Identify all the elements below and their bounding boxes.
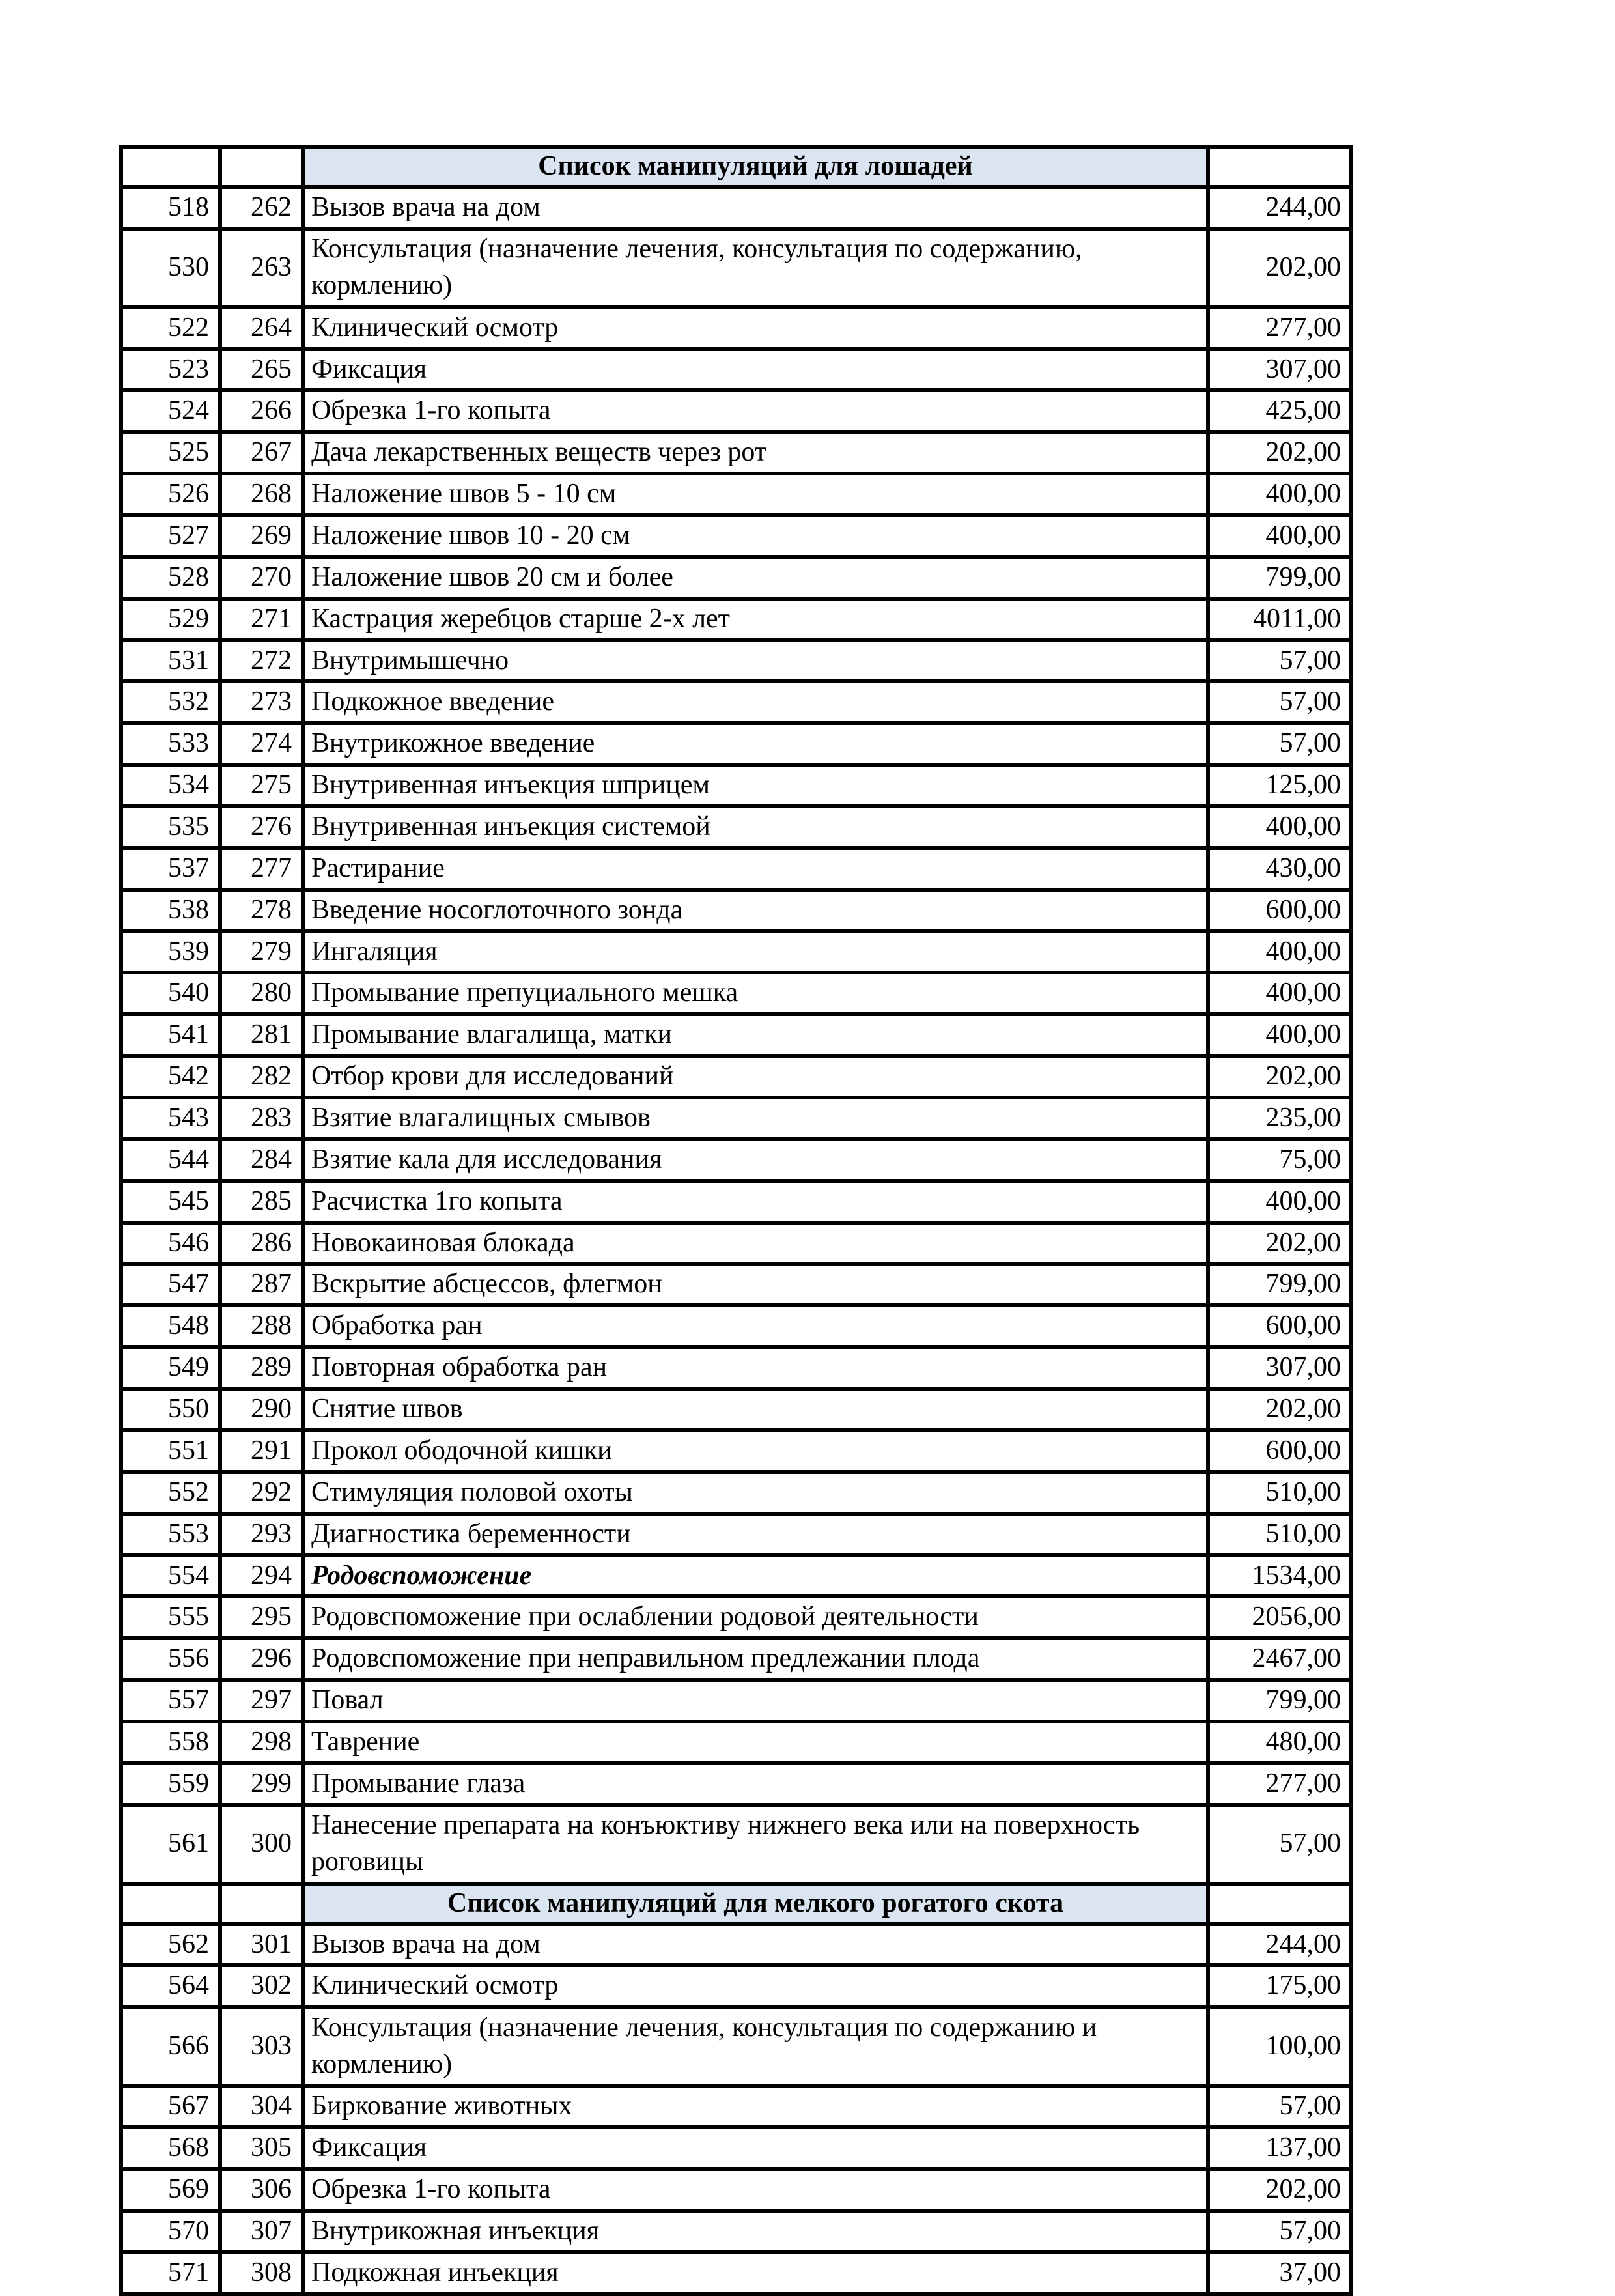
row-number-cell: 556 [121, 1638, 220, 1680]
section-title: Список манипуляций для мелкого рогатого скота [303, 1884, 1208, 1924]
service-code-cell: 288 [220, 1305, 303, 1347]
section-header-empty-cell [1208, 147, 1351, 187]
service-code-cell: 267 [220, 432, 303, 474]
service-name-cell: Стимуляция половой охоты [303, 1472, 1208, 1514]
section-title: Список манипуляций для лошадей [303, 147, 1208, 187]
service-name-cell: Внутрикожная инъекция [303, 2211, 1208, 2252]
row-number-cell: 524 [121, 390, 220, 432]
table-row [121, 1965, 1351, 2007]
price-cell: 799,00 [1208, 557, 1351, 599]
price-cell: 400,00 [1208, 1014, 1351, 1056]
service-code-cell: 307 [220, 2211, 303, 2252]
row-number-cell: 570 [121, 2211, 220, 2252]
service-code-cell: 273 [220, 681, 303, 723]
service-code-cell: 287 [220, 1264, 303, 1305]
service-name-cell: Родовспоможение при ослаблении родовой деятельности [303, 1596, 1208, 1638]
service-name-cell: Взятие влагалищных смывов [303, 1098, 1208, 1139]
price-cell: 1534,00 [1208, 1555, 1351, 1597]
table-row [121, 307, 1351, 349]
service-name-cell: Нанесение препарата на конъюктиву нижнего века или на поверхность роговицы [303, 1805, 1208, 1884]
row-number-cell: 568 [121, 2127, 220, 2169]
service-code-cell: 263 [220, 229, 303, 307]
service-name-cell: Подкожное введение [303, 681, 1208, 723]
table-row [121, 1347, 1351, 1389]
table-row [121, 848, 1351, 890]
price-cell: 799,00 [1208, 1264, 1351, 1305]
row-number-cell: 546 [121, 1223, 220, 1264]
price-cell: 244,00 [1208, 1924, 1351, 1966]
table-row [121, 972, 1351, 1014]
service-name-cell: Родовспоможение [303, 1555, 1208, 1597]
service-code-cell: 291 [220, 1430, 303, 1472]
service-code-cell: 301 [220, 1924, 303, 1966]
service-code-cell: 286 [220, 1223, 303, 1264]
service-name-cell: Клинический осмотр [303, 1965, 1208, 2007]
price-cell: 37,00 [1208, 2252, 1351, 2294]
row-number-cell: 550 [121, 1389, 220, 1430]
row-number-cell: 557 [121, 1680, 220, 1722]
service-code-cell: 294 [220, 1555, 303, 1597]
service-name-cell: Растирание [303, 848, 1208, 890]
service-code-cell: 277 [220, 848, 303, 890]
row-number-cell: 548 [121, 1305, 220, 1347]
price-cell: 202,00 [1208, 2169, 1351, 2211]
price-table-body [121, 147, 1351, 2294]
table-row [121, 1056, 1351, 1098]
service-name-cell: Консультация (назначение лечения, консультация по содержанию и кормлению) [303, 2007, 1208, 2086]
table-row [121, 1514, 1351, 1555]
service-code-cell: 274 [220, 723, 303, 765]
table-row [121, 2007, 1351, 2086]
price-cell: 307,00 [1208, 1347, 1351, 1389]
service-code-cell: 306 [220, 2169, 303, 2211]
service-code-cell: 280 [220, 972, 303, 1014]
row-number-cell: 547 [121, 1264, 220, 1305]
row-number-cell: 539 [121, 931, 220, 973]
service-name-cell: Вызов врача на дом [303, 187, 1208, 229]
table-row [121, 599, 1351, 640]
table-row [121, 1763, 1351, 1805]
table-row [121, 1596, 1351, 1638]
price-cell: 510,00 [1208, 1472, 1351, 1514]
row-number-cell: 533 [121, 723, 220, 765]
section-header-row [121, 1884, 1351, 1924]
row-number-cell: 527 [121, 515, 220, 557]
table-row [121, 349, 1351, 391]
table-row [121, 390, 1351, 432]
service-code-cell: 297 [220, 1680, 303, 1722]
price-cell: 425,00 [1208, 390, 1351, 432]
service-code-cell: 300 [220, 1805, 303, 1884]
price-cell: 57,00 [1208, 1805, 1351, 1884]
service-name-cell: Наложение швов 10 - 20 см [303, 515, 1208, 557]
row-number-cell: 543 [121, 1098, 220, 1139]
service-code-cell: 290 [220, 1389, 303, 1430]
section-header-empty-cell [121, 147, 220, 187]
table-row [121, 681, 1351, 723]
service-code-cell: 265 [220, 349, 303, 391]
service-name-cell: Внутримышечно [303, 640, 1208, 682]
row-number-cell: 552 [121, 1472, 220, 1514]
row-number-cell: 537 [121, 848, 220, 890]
table-row [121, 1555, 1351, 1597]
service-code-cell: 262 [220, 187, 303, 229]
service-name-cell: Родовспоможение при неправильном предлежании плода [303, 1638, 1208, 1680]
service-code-cell: 271 [220, 599, 303, 640]
service-name-cell: Подкожная инъекция [303, 2252, 1208, 2294]
table-row [121, 1472, 1351, 1514]
service-code-cell: 270 [220, 557, 303, 599]
row-number-cell: 566 [121, 2007, 220, 2086]
service-name-cell: Промывание влагалища, матки [303, 1014, 1208, 1056]
service-name-cell: Вызов врача на дом [303, 1924, 1208, 1966]
service-name-cell: Повторная обработка ран [303, 1347, 1208, 1389]
row-number-cell: 571 [121, 2252, 220, 2294]
table-row [121, 1722, 1351, 1763]
price-cell: 400,00 [1208, 515, 1351, 557]
price-cell: 100,00 [1208, 2007, 1351, 2086]
service-name-cell: Фиксация [303, 349, 1208, 391]
table-row [121, 890, 1351, 931]
table-row [121, 1181, 1351, 1223]
price-cell: 202,00 [1208, 1223, 1351, 1264]
row-number-cell: 553 [121, 1514, 220, 1555]
service-code-cell: 281 [220, 1014, 303, 1056]
service-name-cell: Внутривенная инъекция шприцем [303, 765, 1208, 806]
service-code-cell: 308 [220, 2252, 303, 2294]
service-name-cell: Расчистка 1го копыта [303, 1181, 1208, 1223]
price-cell: 4011,00 [1208, 599, 1351, 640]
row-number-cell: 526 [121, 474, 220, 515]
service-name-cell: Дача лекарственных веществ через рот [303, 432, 1208, 474]
table-row [121, 474, 1351, 515]
service-name-cell: Прокол ободочной кишки [303, 1430, 1208, 1472]
section-header-empty-cell [220, 1884, 303, 1924]
service-name-cell: Биркование животных [303, 2086, 1208, 2127]
service-name-cell: Кастрация жеребцов старше 2-х лет [303, 599, 1208, 640]
service-name-cell: Отбор крови для исследований [303, 1056, 1208, 1098]
row-number-cell: 549 [121, 1347, 220, 1389]
service-code-cell: 289 [220, 1347, 303, 1389]
service-name-cell: Обрезка 1-го копыта [303, 390, 1208, 432]
service-code-cell: 303 [220, 2007, 303, 2086]
service-name-cell: Консультация (назначение лечения, консультация по содержанию, кормлению) [303, 229, 1208, 307]
table-row [121, 557, 1351, 599]
table-row [121, 432, 1351, 474]
price-cell: 125,00 [1208, 765, 1351, 806]
price-cell: 277,00 [1208, 307, 1351, 349]
price-cell: 57,00 [1208, 681, 1351, 723]
price-cell: 57,00 [1208, 640, 1351, 682]
service-name-cell: Фиксация [303, 2127, 1208, 2169]
table-row [121, 1924, 1351, 1966]
row-number-cell: 523 [121, 349, 220, 391]
price-cell: 202,00 [1208, 1389, 1351, 1430]
table-row [121, 2211, 1351, 2252]
row-number-cell: 551 [121, 1430, 220, 1472]
price-cell: 307,00 [1208, 349, 1351, 391]
service-name-cell: Внутривенная инъекция системой [303, 806, 1208, 848]
price-cell: 57,00 [1208, 2086, 1351, 2127]
table-row [121, 723, 1351, 765]
row-number-cell: 540 [121, 972, 220, 1014]
price-cell: 600,00 [1208, 890, 1351, 931]
service-code-cell: 264 [220, 307, 303, 349]
table-row [121, 2252, 1351, 2294]
section-header-empty-cell [220, 147, 303, 187]
price-cell: 2056,00 [1208, 1596, 1351, 1638]
service-name-cell: Наложение швов 5 - 10 см [303, 474, 1208, 515]
row-number-cell: 545 [121, 1181, 220, 1223]
row-number-cell: 531 [121, 640, 220, 682]
service-name-cell: Обработка ран [303, 1305, 1208, 1347]
row-number-cell: 567 [121, 2086, 220, 2127]
row-number-cell: 561 [121, 1805, 220, 1884]
row-number-cell: 525 [121, 432, 220, 474]
row-number-cell: 534 [121, 765, 220, 806]
table-row [121, 806, 1351, 848]
price-cell: 57,00 [1208, 2211, 1351, 2252]
price-cell: 600,00 [1208, 1305, 1351, 1347]
service-name-cell: Вскрытие абсцессов, флегмон [303, 1264, 1208, 1305]
price-cell: 175,00 [1208, 1965, 1351, 2007]
row-number-cell: 529 [121, 599, 220, 640]
service-code-cell: 292 [220, 1472, 303, 1514]
service-code-cell: 298 [220, 1722, 303, 1763]
service-name-cell: Промывание препуциального мешка [303, 972, 1208, 1014]
table-row [121, 1223, 1351, 1264]
service-name-cell: Клинический осмотр [303, 307, 1208, 349]
service-code-cell: 285 [220, 1181, 303, 1223]
price-cell: 244,00 [1208, 187, 1351, 229]
row-number-cell: 530 [121, 229, 220, 307]
veterinary-price-table [119, 145, 1353, 2296]
price-cell: 2467,00 [1208, 1638, 1351, 1680]
service-name-cell: Таврение [303, 1722, 1208, 1763]
price-cell: 400,00 [1208, 806, 1351, 848]
service-code-cell: 296 [220, 1638, 303, 1680]
table-row [121, 931, 1351, 973]
row-number-cell: 528 [121, 557, 220, 599]
service-code-cell: 293 [220, 1514, 303, 1555]
service-code-cell: 266 [220, 390, 303, 432]
row-number-cell: 542 [121, 1056, 220, 1098]
service-code-cell: 268 [220, 474, 303, 515]
row-number-cell: 541 [121, 1014, 220, 1056]
service-code-cell: 276 [220, 806, 303, 848]
service-name-cell: Обрезка 1-го копыта [303, 2169, 1208, 2211]
table-row [121, 2127, 1351, 2169]
row-number-cell: 562 [121, 1924, 220, 1966]
row-number-cell: 522 [121, 307, 220, 349]
price-cell: 400,00 [1208, 931, 1351, 973]
price-cell: 202,00 [1208, 229, 1351, 307]
row-number-cell: 532 [121, 681, 220, 723]
table-row [121, 1264, 1351, 1305]
service-name-cell: Повал [303, 1680, 1208, 1722]
price-cell: 480,00 [1208, 1722, 1351, 1763]
service-name-cell: Взятие кала для исследования [303, 1139, 1208, 1181]
price-cell: 137,00 [1208, 2127, 1351, 2169]
price-cell: 202,00 [1208, 432, 1351, 474]
table-row [121, 187, 1351, 229]
price-cell: 277,00 [1208, 1763, 1351, 1805]
row-number-cell: 518 [121, 187, 220, 229]
service-name-cell: Ингаляция [303, 931, 1208, 973]
row-number-cell: 544 [121, 1139, 220, 1181]
service-code-cell: 278 [220, 890, 303, 931]
row-number-cell: 554 [121, 1555, 220, 1597]
price-cell: 400,00 [1208, 972, 1351, 1014]
service-code-cell: 275 [220, 765, 303, 806]
table-row [121, 1139, 1351, 1181]
price-cell: 430,00 [1208, 848, 1351, 890]
service-code-cell: 283 [220, 1098, 303, 1139]
service-name-cell: Промывание глаза [303, 1763, 1208, 1805]
service-code-cell: 302 [220, 1965, 303, 2007]
price-cell: 400,00 [1208, 474, 1351, 515]
service-code-cell: 299 [220, 1763, 303, 1805]
row-number-cell: 569 [121, 2169, 220, 2211]
table-row [121, 1305, 1351, 1347]
price-cell: 75,00 [1208, 1139, 1351, 1181]
service-code-cell: 282 [220, 1056, 303, 1098]
service-code-cell: 304 [220, 2086, 303, 2127]
table-row [121, 765, 1351, 806]
row-number-cell: 564 [121, 1965, 220, 2007]
price-cell: 510,00 [1208, 1514, 1351, 1555]
table-row [121, 1805, 1351, 1884]
table-row [121, 229, 1351, 307]
row-number-cell: 559 [121, 1763, 220, 1805]
price-cell: 400,00 [1208, 1181, 1351, 1223]
section-header-row [121, 147, 1351, 187]
service-name-cell: Внутрикожное введение [303, 723, 1208, 765]
service-code-cell: 284 [220, 1139, 303, 1181]
section-header-empty-cell [121, 1884, 220, 1924]
price-cell: 202,00 [1208, 1056, 1351, 1098]
service-name-cell: Диагностика беременности [303, 1514, 1208, 1555]
table-row [121, 2169, 1351, 2211]
row-number-cell: 538 [121, 890, 220, 931]
table-row [121, 1680, 1351, 1722]
service-code-cell: 269 [220, 515, 303, 557]
table-row [121, 1014, 1351, 1056]
table-row [121, 1098, 1351, 1139]
table-row [121, 1638, 1351, 1680]
service-name-cell: Снятие швов [303, 1389, 1208, 1430]
table-row [121, 1430, 1351, 1472]
table-row [121, 1389, 1351, 1430]
price-cell: 235,00 [1208, 1098, 1351, 1139]
row-number-cell: 535 [121, 806, 220, 848]
service-name-cell: Наложение швов 20 см и более [303, 557, 1208, 599]
service-name-cell: Новокаиновая блокада [303, 1223, 1208, 1264]
price-cell: 57,00 [1208, 723, 1351, 765]
table-row [121, 2086, 1351, 2127]
table-row [121, 515, 1351, 557]
table-row [121, 640, 1351, 682]
service-name-cell: Введение носоглоточного зонда [303, 890, 1208, 931]
price-cell: 799,00 [1208, 1680, 1351, 1722]
service-code-cell: 295 [220, 1596, 303, 1638]
price-cell: 600,00 [1208, 1430, 1351, 1472]
row-number-cell: 558 [121, 1722, 220, 1763]
service-code-cell: 305 [220, 2127, 303, 2169]
service-code-cell: 272 [220, 640, 303, 682]
row-number-cell: 555 [121, 1596, 220, 1638]
service-code-cell: 279 [220, 931, 303, 973]
section-header-empty-cell [1208, 1884, 1351, 1924]
